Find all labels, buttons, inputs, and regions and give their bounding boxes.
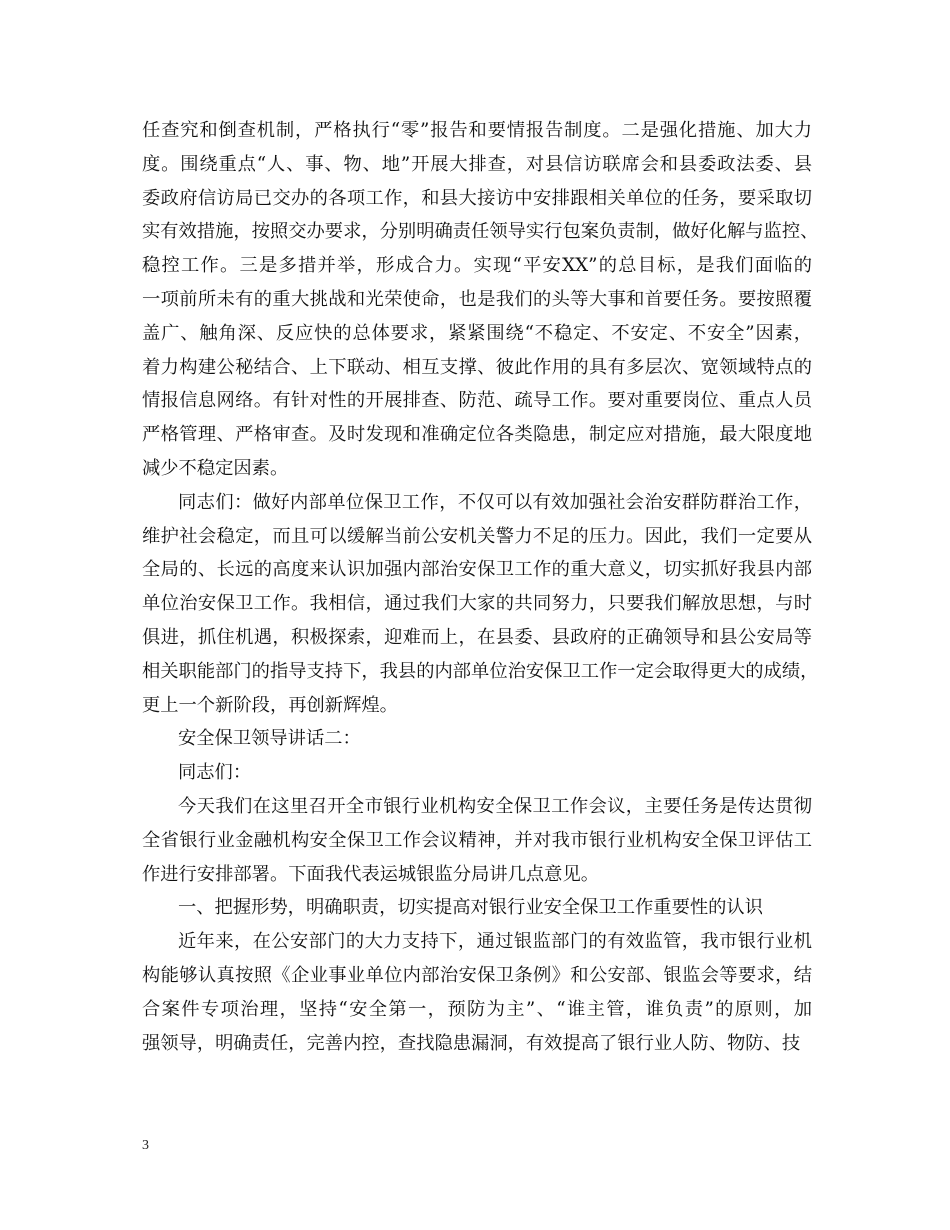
text-line: 单位治安保卫工作。我相信，通过我们大家的共同努力，只要我们解放思想，与时 <box>142 593 812 615</box>
text-line: 合案件专项治理，坚持“安全第一，预防为主”、“谁主管，谁负责”的原则，加 <box>142 998 812 1020</box>
text-line: 全局的、长远的高度来认识加强内部治安保卫工作的重大意义，切实抓好我县内部 <box>142 559 812 581</box>
text-line: 同志们：做好内部单位保卫工作，不仅可以有效加强社会治安群防群治工作， <box>178 491 812 513</box>
text-line: 相关职能部门的指导支持下，我县的内部单位治安保卫工作一定会取得更大的成绩， <box>142 660 819 682</box>
paragraph <box>142 925 812 1060</box>
text-line: 一、把握形势，明确职责，切实提高对银行业安全保卫工作重要性的认识 <box>178 897 763 919</box>
text-line: 俱进，抓住机遇，积极探索，迎难而上，在县委、县政府的正确领导和县公安局等 <box>142 626 812 648</box>
text-line: 近年来，在公安部门的大力支持下，通过银监部门的有效监管，我市银行业机 <box>178 931 812 953</box>
text-line: 任查究和倒查机制，严格执行“零”报告和要情报告制度。二是强化措施、加大力 <box>142 120 812 141</box>
text-line: 着力构建公秘结合、上下联动、相互支撑、彼此作用的具有多层次、宽领域特点的 <box>142 356 812 378</box>
paragraph <box>142 722 812 756</box>
text-line: 严格管理、严格审查。及时发现和准确定位各类隐患，制定应对措施，最大限度地 <box>142 424 812 446</box>
text-line: 情报信息网络。有针对性的开展排查、防范、疏导工作。要对重要岗位、重点人员 <box>142 390 812 412</box>
paragraph <box>142 891 812 925</box>
text-line: 强领导，明确责任，完善内控，查找隐患漏洞，有效提高了银行业人防、物防、技 <box>142 1032 801 1054</box>
text-line: 减少不稳定因素。 <box>142 457 289 479</box>
text-line: 实有效措施，按照交办要求，分别明确责任领导实行包案负责制，做好化解与监控、 <box>142 221 819 243</box>
text-line: 更上一个新阶段，再创新辉煌。 <box>142 694 398 716</box>
page-number: 3 <box>142 1138 149 1153</box>
text-line: 安全保卫领导讲话二： <box>178 728 361 750</box>
text-line: 同志们： <box>178 762 252 784</box>
text-line: 维护社会稳定，而且可以缓解当前公安机关警力不足的压力。因此，我们一定要从 <box>142 525 812 547</box>
text-line: 构能够认真按照《企业事业单位内部治安保卫条例》和公安部、银监会等要求，结 <box>142 964 812 986</box>
document-body <box>142 114 819 1060</box>
paragraph <box>142 114 819 486</box>
text-line: 一项前所未有的重大挑战和光荣使命，也是我们的头等大事和首要任务。要按照覆 <box>142 288 812 310</box>
text-line: 今天我们在这里召开全市银行业机构安全保卫工作会议，主要任务是传达贯彻 <box>178 795 812 817</box>
text-line: 盖广、触角深、反应快的总体要求，紧紧围绕“不稳定、不安定、不安全”因素， <box>142 322 812 344</box>
text-line: 委政府信访局已交办的各项工作，和县大接访中安排跟相关单位的任务，要采取切 <box>142 187 812 209</box>
text-line: 全省银行业金融机构安全保卫工作会议精神，并对我市银行业机构安全保卫评估工 <box>142 829 812 851</box>
text-line: 稳控工作。三是多措并举，形成合力。实现“平安XX”的总目标，是我们面临的 <box>142 255 812 277</box>
text-line: 度。围绕重点“人、事、物、地”开展大排查，对县信访联席会和县委政法委、县 <box>142 153 812 175</box>
paragraph <box>142 790 812 891</box>
paragraph <box>142 756 812 790</box>
paragraph <box>142 486 819 723</box>
text-line: 作进行安排部署。下面我代表运城银监分局讲几点意见。 <box>142 863 600 885</box>
